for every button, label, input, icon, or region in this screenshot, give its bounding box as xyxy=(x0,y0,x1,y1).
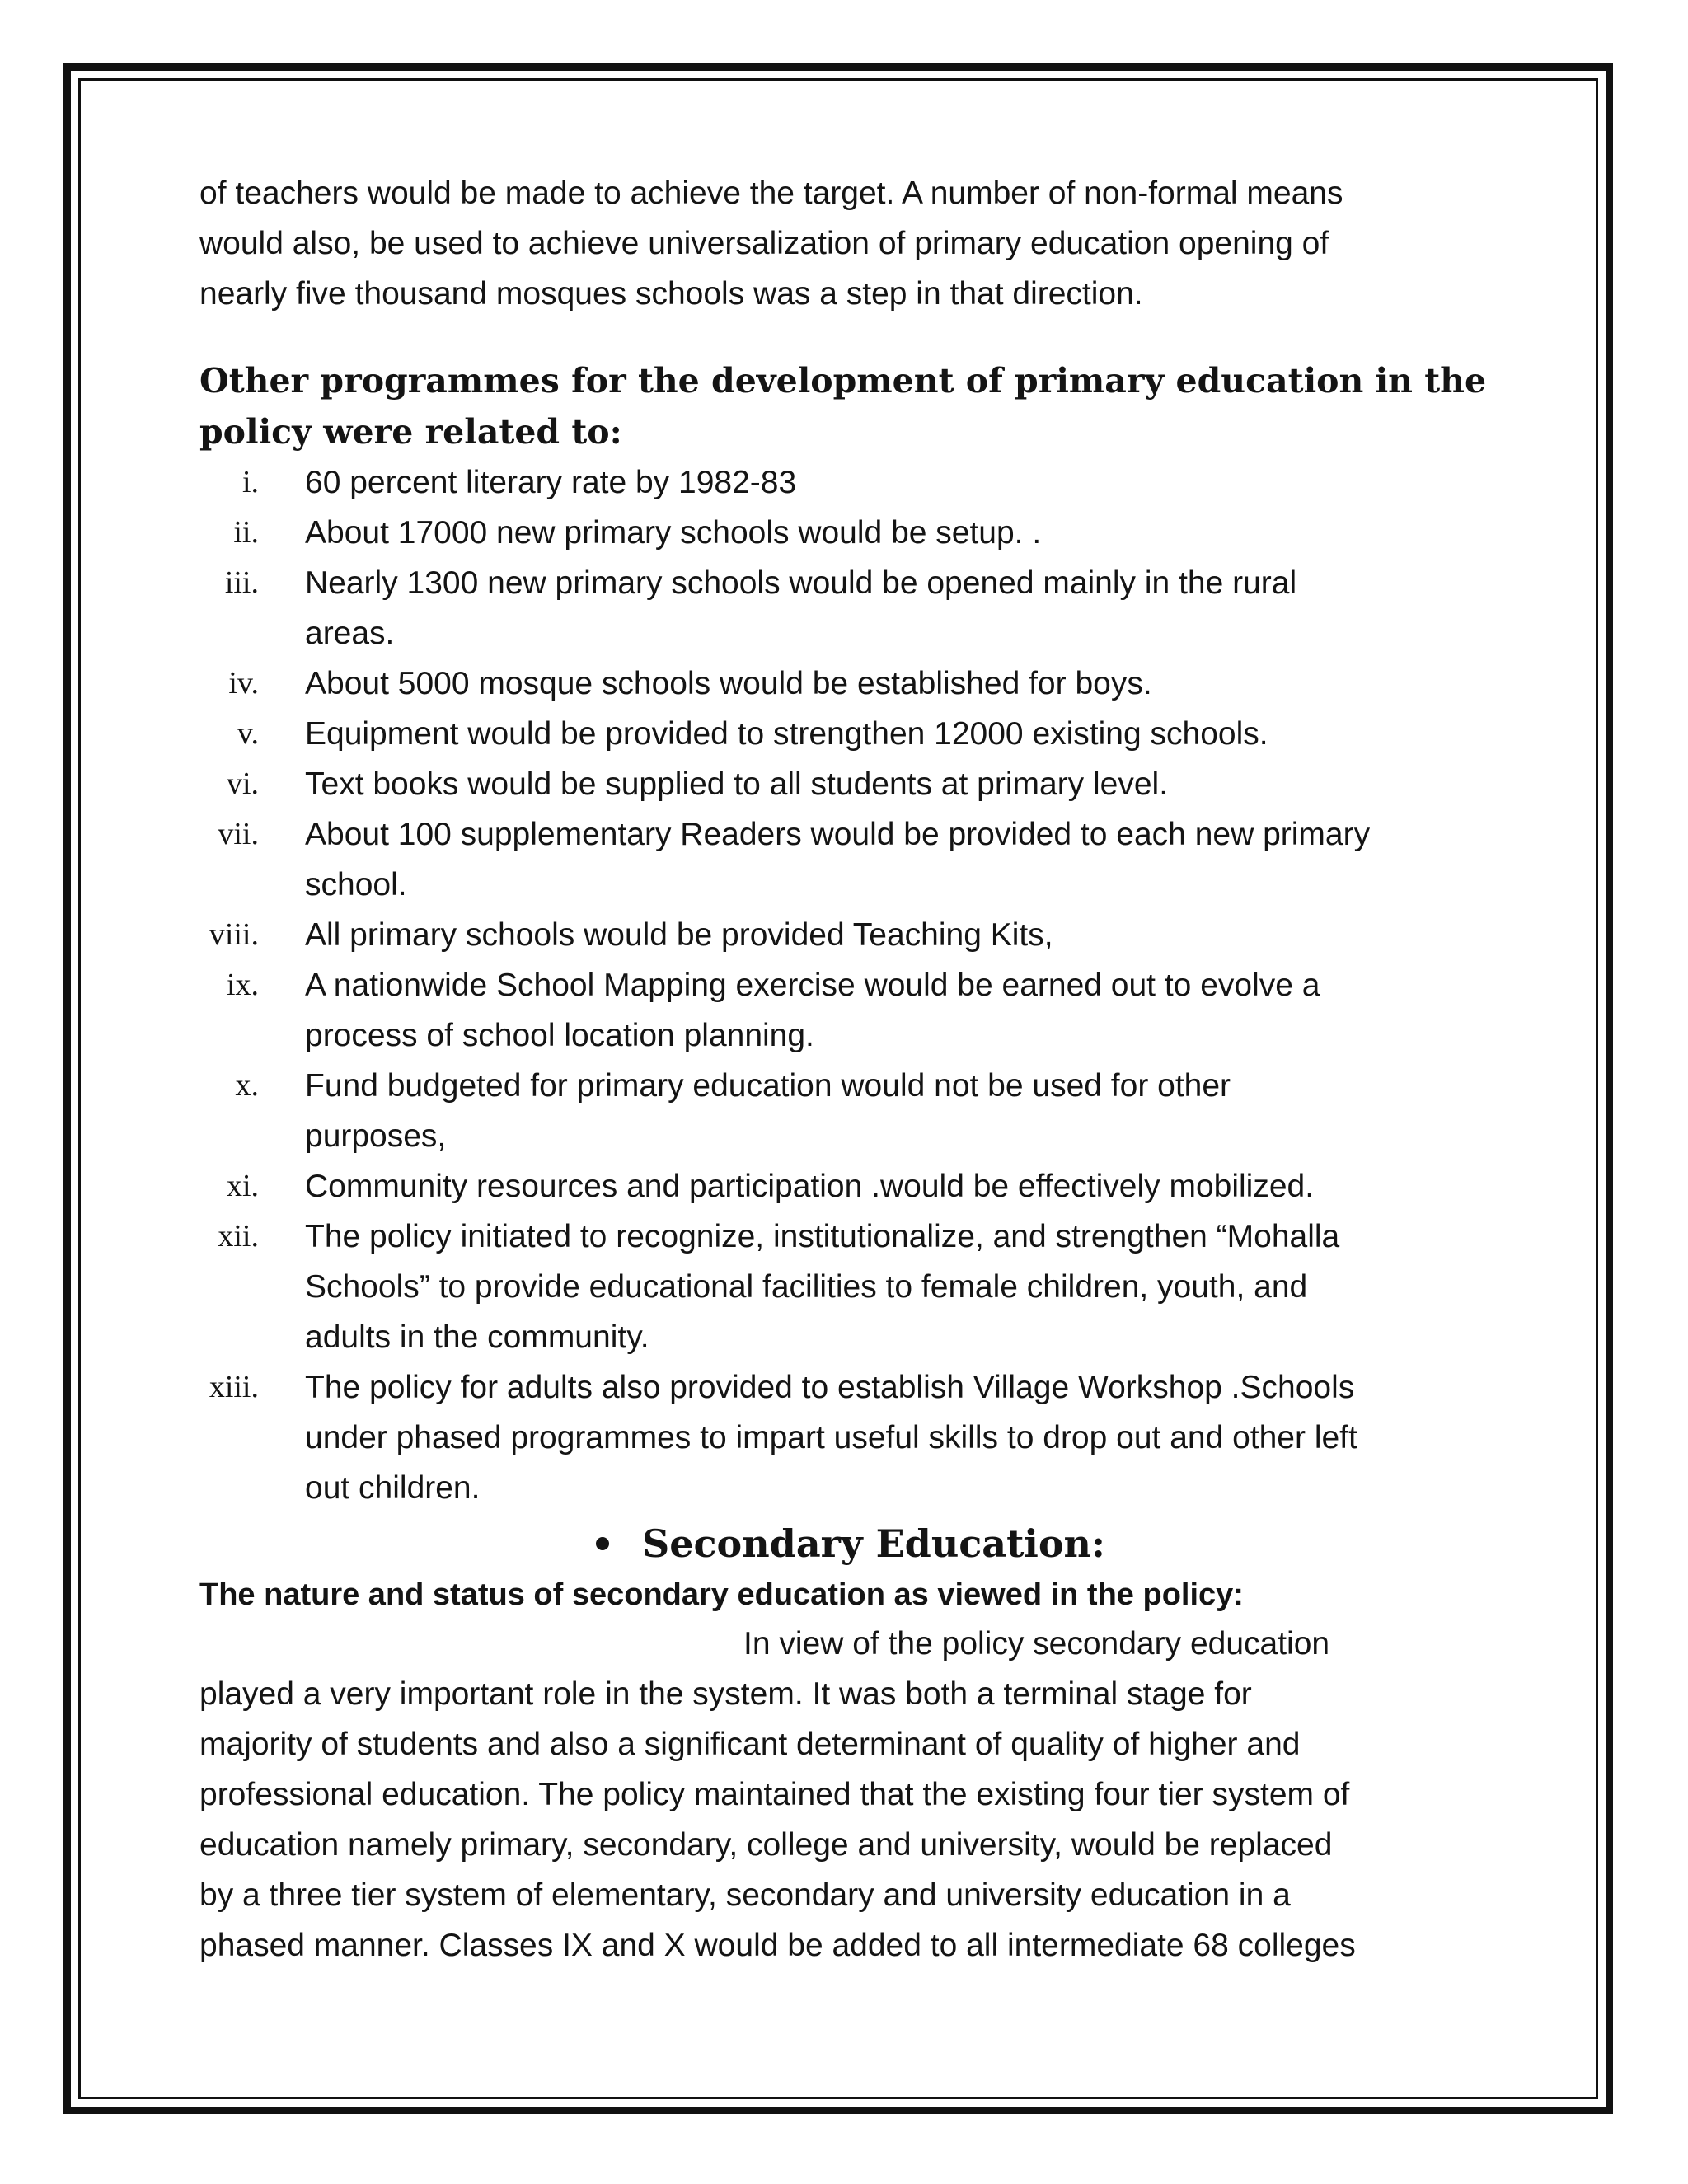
programmes-list xyxy=(199,457,1502,1513)
intro-line: would also, be used to achieve universalization of primary education opening of xyxy=(199,226,1329,261)
intro-paragraph xyxy=(199,168,1502,319)
list-item-number: viii. xyxy=(209,917,259,952)
list-item-number: vi. xyxy=(226,766,259,801)
secondary-subheading: The nature and status of secondary education as viewed in the policy: xyxy=(199,1577,1244,1612)
paragraph-line: education namely primary, secondary, college and university, would be replaced xyxy=(199,1827,1333,1863)
list-item-text: The policy initiated to recognize, institutionalize, and strengthen “Mohalla xyxy=(305,1219,1340,1254)
programmes-heading xyxy=(199,355,1502,457)
paragraph-line: phased manner. Classes IX and X would be added to all intermediate 68 colleges xyxy=(199,1928,1356,1963)
list-item-number: v. xyxy=(237,716,259,751)
paragraph-line: professional education. The policy maintained that the existing four tier system of xyxy=(199,1777,1350,1812)
document-body xyxy=(199,168,1502,1971)
intro-line: of teachers would be made to achieve the target. A number of non-formal means xyxy=(199,176,1343,211)
programmes-heading-line: policy were related to: xyxy=(199,412,622,452)
section-heading-text: Secondary Education: xyxy=(642,1521,1105,1566)
list-item xyxy=(199,809,1502,910)
list-item-text: school. xyxy=(305,867,407,902)
list-item-number: iii. xyxy=(224,565,259,600)
list-item-text: About 17000 new primary schools would be setup. . xyxy=(305,515,1042,551)
list-item-number: iv. xyxy=(228,666,259,701)
list-item-number: xiii. xyxy=(209,1370,259,1404)
paragraph-line: by a three tier system of elementary, secondary and university education in a xyxy=(199,1877,1291,1913)
list-item-text: A nationwide School Mapping exercise would be earned out to evolve a xyxy=(305,968,1320,1003)
list-item xyxy=(199,508,1502,558)
list-item-number: x. xyxy=(235,1068,259,1103)
list-item-text: process of school location planning. xyxy=(305,1018,814,1053)
paragraph-line: majority of students and also a significant determinant of quality of higher and xyxy=(199,1727,1301,1762)
bullet-icon xyxy=(596,1537,609,1550)
list-item xyxy=(199,1212,1502,1362)
list-item xyxy=(199,1061,1502,1161)
list-item-text: Nearly 1300 new primary schools would be opened mainly in the rural xyxy=(305,565,1297,601)
list-item-number: i. xyxy=(241,465,259,499)
secondary-paragraph xyxy=(199,1619,1502,1971)
list-item-number: ii. xyxy=(233,515,259,550)
secondary-education-heading xyxy=(199,1516,1502,1571)
list-item xyxy=(199,457,1502,508)
intro-line: nearly five thousand mosques schools was a step in that direction. xyxy=(199,276,1143,312)
list-item-text: Schools” to provide educational facilities to female children, youth, and xyxy=(305,1269,1308,1305)
list-item-text: 60 percent literary rate by 1982-83 xyxy=(305,465,797,500)
list-item-text: Text books would be supplied to all students at primary level. xyxy=(305,766,1169,802)
list-item-text: The policy for adults also provided to establish Village Workshop .Schools xyxy=(305,1370,1355,1405)
list-item xyxy=(199,1161,1502,1212)
list-item xyxy=(199,558,1502,658)
list-item-text: Fund budgeted for primary education would not be used for other xyxy=(305,1068,1231,1104)
list-item-text: About 5000 mosque schools would be established for boys. xyxy=(305,666,1152,701)
paragraph-line: played a very important role in the system. It was both a terminal stage for xyxy=(199,1676,1252,1712)
list-item xyxy=(199,759,1502,809)
list-item xyxy=(199,709,1502,759)
list-item xyxy=(199,910,1502,960)
list-item-number: xi. xyxy=(226,1169,259,1203)
list-item xyxy=(199,960,1502,1061)
list-item-text: purposes, xyxy=(305,1118,447,1154)
list-item-text: All primary schools would be provided Teaching Kits, xyxy=(305,917,1053,953)
list-item-number: ix. xyxy=(226,968,259,1002)
list-item-text: out children. xyxy=(305,1470,481,1506)
paragraph-line: In view of the policy secondary education xyxy=(743,1626,1330,1661)
programmes-heading-line: Other programmes for the development of primary education in the xyxy=(199,361,1487,401)
list-item-text: Community resources and participation .would be effectively mobilized. xyxy=(305,1169,1315,1204)
list-item xyxy=(199,658,1502,709)
list-item-text: Equipment would be provided to strengthen 12000 existing schools. xyxy=(305,716,1268,752)
list-item-text: About 100 supplementary Readers would be provided to each new primary xyxy=(305,817,1371,852)
list-item-number: vii. xyxy=(218,817,259,851)
list-item-text: adults in the community. xyxy=(305,1319,649,1355)
list-item-number: xii. xyxy=(218,1219,259,1254)
list-item xyxy=(199,1362,1502,1513)
list-item-text: under phased programmes to impart useful skills to drop out and other left xyxy=(305,1420,1357,1455)
list-item-text: areas. xyxy=(305,616,395,651)
